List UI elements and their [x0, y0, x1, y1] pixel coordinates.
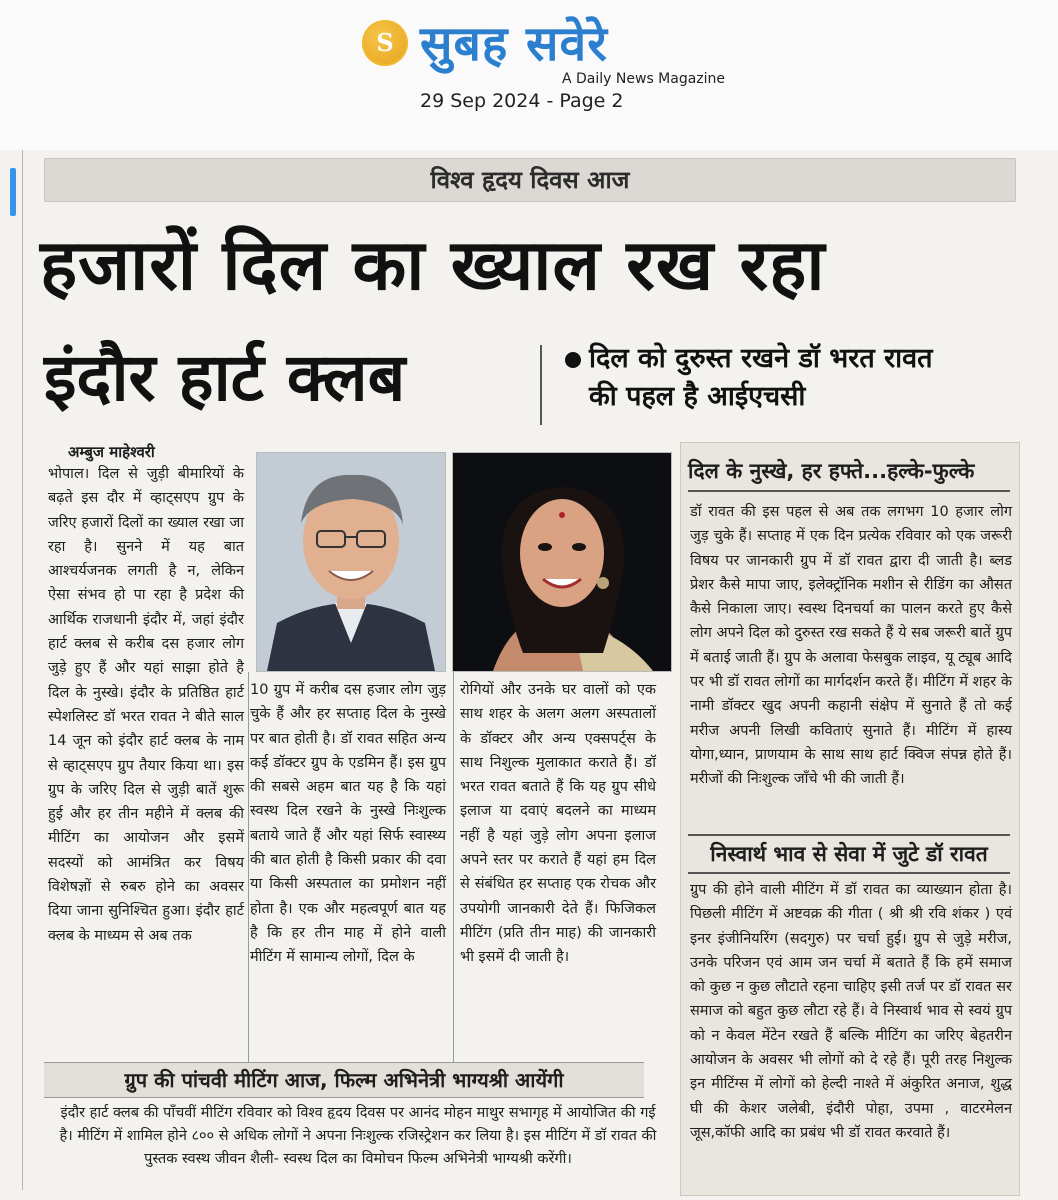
page-edge-marker	[10, 168, 16, 216]
headline-deck	[565, 340, 933, 416]
bottom-headline: ग्रुप की पांचवी मीटिंग आज, फिल्म अभिनेत्री भाग्यश्री आयेंगी	[44, 1062, 644, 1098]
headline-line-2: इंदौर हार्ट क्लब	[44, 339, 406, 416]
sidebar-title-2: निस्वार्थ भाव से सेवा में जुटे डॉ रावत	[688, 834, 1010, 874]
logo-letter: S	[376, 28, 394, 57]
column-rule	[248, 672, 249, 1062]
actress-photo	[452, 452, 672, 672]
section-kicker: विश्व हृदय दिवस आज	[44, 158, 1016, 202]
bottom-body: इंदौर हार्ट क्लब की पाँचवीं मीटिंग रविवार को विश्व हृदय दिवस पर आनंद मोहन माथुर सभागृह में आयोजित की गई है। मीटिंग में शामिल होने ८०० से अधिक लोगों ने अपना निःशुल्क रजिस्ट्रेशन कर लिया है। इस मीटिंग में डॉ रावत की पुस्तक स्वस्थ जीवन शैली- स्वस्थ दिल का विमोचन फिल्म अभिनेत्री भाग्यश्री करेंगी।	[59, 1105, 657, 1167]
article-column-3: रोगियों और उनके घर वालों को एक साथ शहर के अलग अलग अस्पतालों के डॉक्टर और अन्य एक्सपर्ट्स के साथ निशुल्क मुलाकात कराते हैं। डॉ भरत रावत बताते हैं कि यह ग्रुप सीधे इलाज या दवाएं बदलने का माध्यम नहीं है यहां जुड़े लोग अपना इलाज अपने स्तर पर कराते हैं यहां हम दिल से संबंधित हर सप्ताह एक रोचक और उपयोगी जानकारी देते हैं। फिजिकल मीटिंग (प्रति तीन माह) की जानकारी भी इसमें दी जाती है।	[460, 682, 656, 966]
sidebar-body-1: डॉ रावत की इस पहल से अब तक लगभग 10 हजार लोग जुड़ चुके हैं। सप्ताह में एक दिन प्रत्येक रविवार को एक जरूरी विषय पर जानकारी ग्रुप में डॉ रावत द्वारा दी जाती है। ब्लड प्रेशर कैसे मापा जाए, इलेक्ट्रॉनिक मशीन से रीडिंग का औसत कैसे निकाला जाए। स्वस्थ दिनचर्या का पालन करते हुए कैसे लोग अपने दिल को दुरुस्त रख सकते हैं ये सब जरूरी बातें ग्रुप में बताई जाती हैं। ग्रुप के अलावा फेसबुक लाइव, यू ट्यूब आदि पर भी डॉ रावत लोगों का मार्गदर्शन करते हैं। मीटिंग में शहर के नामी डॉक्टर खुद अपनी कहानी संक्षेप में सुनाते हैं तो कई मरीज अपनी लिखी कविताएं सुनाते हैं। मीटिंग में हास्य योगा,ध्यान, प्राणयाम के साथ साथ हार्ट क्विज संपन्न होते हैं। मरीजों की निःशुल्क जाँचे भी की जाती हैं।	[690, 504, 1013, 788]
brand-name: सुबह सवेरे	[420, 16, 608, 72]
sidebar-body-2: ग्रुप की होने वाली मीटिंग में डॉ रावत का व्याख्यान होता है। पिछली मीटिंग में अष्टवक्र की गीता ( श्री श्री रवि शंकर ) एवं इनर इंजीनियरिंग (सदगुरु) पर चर्चा हुई। ग्रुप से जुड़े मरीज, उनके परिजन एवं आम जन चर्चा में बताते हैं कि हमें समाज को कुछ न कुछ लौटाते रहना चाहिए इसी तर्ज पर डॉ रावत सर समाज को बहुत कुछ लौटा रहे हैं। वे निस्वार्थ भाव से स्वयं ग्रुप को न केवल मेंटेन रखते हैं बल्कि मीटिंग का जरिए बेहतरीन आयोजन के अवसर भी लोगों को दे रहे हैं। पूरी तरह निशुल्क इन मीटिंग्स में लोगों को हेल्दी नाश्ते में अंकुरित अनाज, शुद्ध घी की केशर जलेबी, इंदौरी पोहा, उपमा , वाटरमेलन जूस,कॉफी आदि का प्रबंध भी डॉ रावत करवाते हैं।	[690, 882, 1012, 1141]
bullet-icon	[565, 352, 581, 368]
article-column-2: 10 ग्रुप में करीब दस हजार लोग जुड़ चुके हैं और हर सप्ताह दिल के नुस्खे पर बात होती है। डॉ रावत सहित अन्य कई डॉक्टर ग्रुप के एडमिन हैं। इस ग्रुप की सबसे अहम बात यह है कि यहां स्वस्थ दिल रखने के नुस्खे निःशुल्क बताये जाते हैं और यहां सिर्फ स्वास्थ्य की बात होती है किसी प्रकार की दवा या किसी अस्पताल का प्रमोशन नहीं होता है। एक और महत्वपूर्ण बात यह है कि हर तीन माह में होने वाली मीटिंग में सामान्य लोगों, दिल के	[250, 682, 446, 966]
deck-line-2: की पहल है आईएचसी	[589, 381, 806, 412]
brand-logo-icon	[362, 20, 408, 66]
article-column-1: भोपाल। दिल से जुड़ी बीमारियों के बढ़ते इस दौर में व्हाट्सएप ग्रुप के जरिए हजारों दिलों का ख्याल रखा जा रहा है। सुनने में यह बात आश्चर्यजनक लगती है न, लेकिन ऐसा संभव हो पा रहा है प्रदेश की आर्थिक राजधानी इंदौर में, जहां इंदौर हार्ट क्लब से करीब दस हजार लोग जुड़े हुए हैं और यहां साझा होते है दिल के नुस्खे। इंदौर के प्रतिष्ठित हार्ट स्पेशलिस्ट डॉ भरत रावत ने बीते साल 14 जून को इंदौर हार्ट क्लब के नाम से व्हाट्सएप ग्रुप तैयार किया था। इस ग्रुप के जरिए दिल से जुड़ी बातें शुरू हुई और हर तीन महीने में क्लब की मीटिंग का आयोजन और इसमें सदस्यों को आमंत्रित कर विषय विशेषज्ञों से रुबरु होने का अवसर दिया जाना सुनिश्चित हुआ। इंदौर हार्ट क्लब के माध्यम से अब तक	[48, 466, 244, 944]
headline-divider	[540, 345, 542, 425]
column-rule	[453, 672, 454, 1062]
page-margin-rule	[22, 150, 23, 1190]
headline-line-1: हजारों दिल का ख्याल रख रहा	[40, 224, 826, 306]
byline: अम्बुज माहेश्वरी	[68, 443, 155, 461]
page-dateline: 29 Sep 2024 - Page 2	[420, 90, 624, 112]
deck-line-1: दिल को दुरुस्त रखने डॉ भरत रावत	[589, 343, 933, 374]
sidebar-title-1: दिल के नुस्खे, हर हफ्ते...हल्के-फुल्के	[688, 452, 1010, 492]
doctor-photo	[256, 452, 446, 672]
brand-tagline: A Daily News Magazine	[562, 71, 726, 87]
